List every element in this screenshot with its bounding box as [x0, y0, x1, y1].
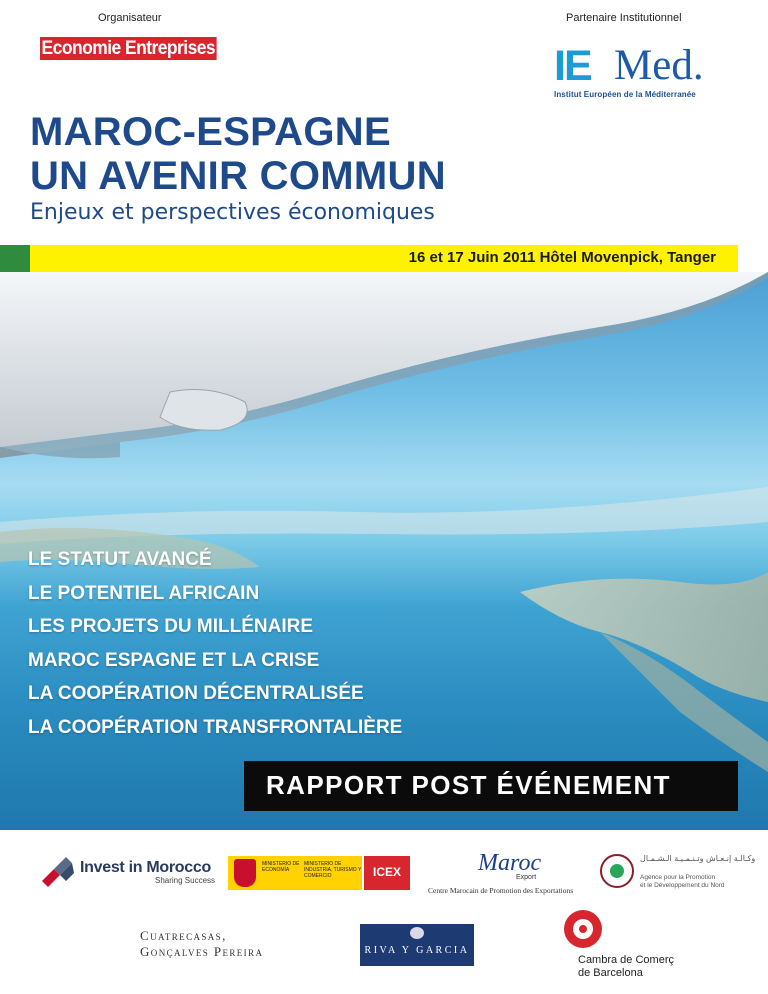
iemed-logo-mark: IE: [554, 42, 591, 90]
event-date-location: 16 et 17 Juin 2011 Hôtel Movenpick, Tanger: [408, 249, 716, 266]
riva-garcia-logo: [360, 924, 474, 966]
invest-in-morocco-icon: [40, 855, 76, 891]
iemed-logo: [552, 42, 702, 102]
spain-coat-of-arms-icon: [234, 859, 256, 887]
gobierno-left-text: MINISTERIO DE ECONOMÍA: [262, 861, 300, 873]
title-line-1: MAROC-ESPAGNE: [30, 110, 391, 154]
topic-item: LA COOPÉRATION TRANSFRONTALIÈRE: [28, 716, 403, 738]
cambra-barcelona-logo: [560, 910, 674, 990]
topics-list: [28, 543, 402, 744]
maroc-export-sub: Export: [516, 874, 537, 881]
topic-item: LE STATUT AVANCÉ: [28, 549, 212, 570]
iemed-logo-med: Med.: [614, 42, 704, 89]
maroc-export-desc: Centre Marocain de Promotion des Exportations: [428, 886, 574, 895]
cuatrecasas-line1: Cuatrecasas,: [140, 928, 227, 943]
report-label: RAPPORT POST ÉVÉNEMENT: [266, 770, 671, 800]
riva-garcia-emblem-icon: [410, 927, 424, 939]
iemed-logo-subtitle: Institut Européen de la Méditerranée: [554, 90, 696, 99]
topic-item: LE POTENTIEL AFRICAIN: [28, 582, 260, 604]
agence-nord-french: [640, 874, 725, 890]
icex-logo: [364, 856, 410, 890]
agence-nord-line2: et le Développement du Nord: [640, 882, 725, 889]
cambra-emblem-icon: [564, 910, 602, 948]
cuatrecasas-logo: [140, 928, 300, 960]
title-line-2: UN AVENIR COMMUN: [30, 154, 446, 198]
subtitle: Enjeux et perspectives économiques: [30, 200, 435, 225]
agence-nord-logo: [600, 852, 756, 892]
maroc-export-logo: [428, 850, 578, 900]
report-bar: [244, 761, 738, 811]
agence-nord-emblem-icon: [600, 854, 634, 888]
green-accent-block: [0, 245, 30, 272]
partner-label: Partenaire Institutionnel: [566, 12, 682, 24]
maroc-export-name: Maroc: [478, 850, 542, 876]
cambra-line2: de Barcelona: [578, 967, 643, 979]
agence-nord-arabic: وكـالـة إنـعـاش وتـنـمـيـة الـشـمـال: [640, 854, 756, 863]
economie-entreprises-logo: Economie Entreprises: [41, 38, 216, 59]
invest-in-morocco-name: Invest in Morocco: [80, 859, 211, 876]
gobierno-de-espana-logo: [228, 856, 362, 890]
organizer-label: Organisateur: [98, 12, 162, 24]
date-bar: [30, 245, 738, 272]
topic-item: LA COOPÉRATION DÉCENTRALISÉE: [28, 683, 364, 704]
invest-in-morocco-tagline: Sharing Success: [155, 876, 216, 885]
topic-item: LES PROJETS DU MILLÉNAIRE: [28, 616, 314, 637]
cambra-text: [578, 954, 674, 980]
cambra-line1: Cambra de Comerç: [578, 954, 674, 966]
riva-garcia-name: RIVA Y GARCIA: [364, 945, 470, 956]
icex-label: ICEX: [372, 865, 401, 879]
gobierno-right-text: MINISTERIO DE INDUSTRIA, TURISMO Y COMERCIO: [304, 861, 362, 879]
topic-item: MAROC ESPAGNE ET LA CRISE: [28, 649, 320, 671]
invest-in-morocco-logo: [40, 855, 216, 891]
cuatrecasas-line2: Gonçalves Pereira: [140, 944, 264, 959]
agence-nord-line1: Agence pour la Promotion: [640, 874, 716, 881]
